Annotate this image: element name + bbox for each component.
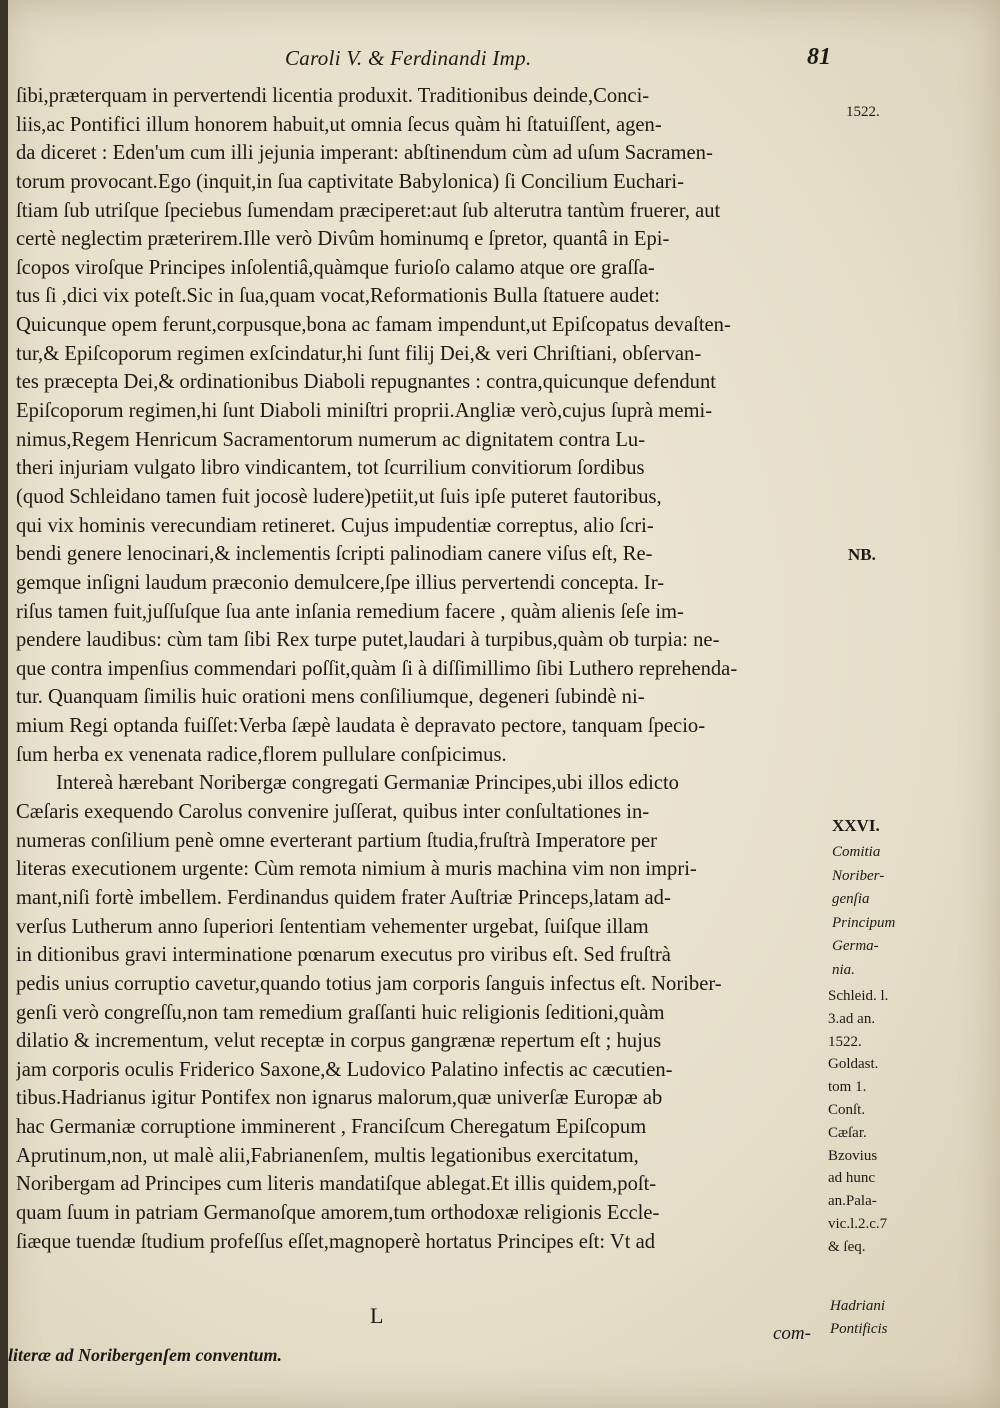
- page-number: 81: [807, 44, 831, 70]
- margin-section-number: XXVI.: [832, 816, 880, 835]
- margin-note-line: Germa-: [832, 938, 879, 954]
- text-line: nimus,Regem Henricum Sacramentorum numerum ac dignitatem contra Lu-: [16, 428, 646, 451]
- text-line: tus ſi ,dici vix poteſt.Sic in ſua,quam vocat,Reformationis Bulla ſtatuere audet:: [16, 285, 660, 308]
- catchword: com-: [773, 1323, 811, 1344]
- text-line: quam ſuum in patriam Germanoſque amorem,tum orthodoxæ religionis Eccle-: [16, 1201, 660, 1224]
- text-line: (quod Schleidano tamen fuit jocosè ludere)petiit,ut ſuis ipſe puteret fautoribus,: [16, 485, 662, 508]
- margin-note-line: Bzovius: [828, 1147, 878, 1164]
- text-line: tur,& Epiſcoporum regimen exſcindatur,hi ſunt filij Dei,& veri Chriſtiani, obſervan-: [16, 342, 702, 365]
- footer-note: literæ ad Noribergenſem conventum.: [8, 1345, 282, 1365]
- margin-note-line: tom 1.: [828, 1079, 867, 1096]
- margin-notes: [828, 0, 988, 1408]
- text-line: ſtiam ſub utriſque ſpeciebus ſumendam præciperet:aut ſub alterutra tantùm fruerer, aut: [16, 199, 721, 222]
- margin-year: 1522.: [846, 104, 880, 120]
- margin-note-line: genſia: [832, 891, 870, 907]
- margin-note-line: & ſeq.: [828, 1238, 866, 1255]
- margin-note-line: nia.: [832, 961, 855, 978]
- margin-note-line: 1522.: [828, 1033, 862, 1050]
- text-line: Epiſcoporum regimen,hi ſunt Diaboli miniſtri proprii.Angliæ verò,cujus ſuprà memi-: [16, 400, 713, 423]
- text-line: ſiæque tuendæ ſtudium profeſſus eſſet,magnoperè hortatus Principes eſt: Vt ad: [16, 1230, 656, 1253]
- margin-note-line: vic.l.2.c.7: [828, 1216, 888, 1232]
- text-line: ſcopos viroſque Principes inſolentiâ,quàmque furioſo calamo atque ore graſſa-: [16, 256, 655, 279]
- margin-note-line: ad hunc: [828, 1170, 876, 1187]
- text-line: ſibi,præterquam in pervertendi licentia produxit. Traditionibus deinde,Conci-: [16, 85, 650, 107]
- text-line: liis,ac Pontifici illum honorem habuit,ut omnia ſecus quàm hi ſtatuiſſent, agen-: [16, 113, 662, 136]
- text-line: Noribergam ad Principes cum literis mandatiſque ablegat.Et illis quidem,poſt-: [16, 1173, 657, 1196]
- text-line: mium Regi optanda fuiſſet:Verba ſæpè laudata è depravato pectore, tanquam ſpecio-: [16, 715, 706, 738]
- page-binding-edge: [0, 0, 8, 1408]
- text-line: gemque inſigni laudum præconio demulcere,ſpe illius pervertendi concepta. Ir-: [16, 571, 665, 594]
- text-line: certè neglectim præterirem.Ille verò Divûm hominumq e ſpretor, quantâ in Epi-: [16, 228, 670, 251]
- text-line: qui vix hominis verecundiam retineret. Cujus impudentiæ correptus, alio ſcri-: [16, 514, 654, 537]
- margin-note-line: Goldast.: [828, 1056, 879, 1073]
- text-line: Intereà hærebant Noribergæ congregati Germaniæ Principes,ubi illos edicto: [56, 772, 679, 795]
- text-line: ſum herba ex venenata radice,florem pullulare conſpicimus.: [16, 743, 507, 766]
- text-line: pedis unius corruptio cavetur,quando totius jam corporis ſanguis infectus eſt. Noriber-: [16, 972, 722, 995]
- margin-note-line: Noriber-: [832, 867, 885, 884]
- text-line: in ditionibus gravi interminatione pœnarum executus pro viribus eſt. Sed fruſtrà: [16, 944, 671, 967]
- main-text-block: [16, 82, 824, 1256]
- text-line: pendere laudibus: cùm tam ſibi Rex turpe putet,laudari à turpibus,quàm ob turpia: ne-: [16, 629, 720, 652]
- margin-note-line: Comitia: [832, 844, 881, 860]
- text-line: Aprutinum,non, ut malè alii,Fabrianenſem, multis legationibus exercitatum,: [16, 1144, 639, 1167]
- text-line: theri injuriam vulgato libro vindicantem, tot ſcurrilium convitiorum ſordibus: [16, 457, 645, 480]
- text-line: riſus tamen fuit,juſſuſque ſua ante inſania remedium facere , quàm alienis ſeſe im-: [16, 600, 684, 623]
- text-line: tur. Quanquam ſimilis huic orationi mens conſiliumque, degeneri ſubindè ni-: [16, 686, 645, 709]
- text-line: bendi genere lenocinari,& inclementis ſcripti palinodiam canere viſus eſt, Re-: [16, 543, 653, 566]
- margin-note-line: Hadriani: [830, 1298, 886, 1314]
- margin-note-line: Principum: [832, 914, 896, 931]
- text-line: mant,niſi fortè imbellem. Ferdinandus quidem frater Auſtriæ Princeps,latam ad-: [16, 886, 671, 909]
- margin-note-line: Cæſar.: [828, 1124, 867, 1141]
- text-line: verſus Lutherum anno ſuperiori ſententiam vehementer urgebat, ſuiſque illam: [16, 915, 649, 938]
- text-line: tes præcepta Dei,& ordinationibus Diaboli repugnantes : contra,quicunque defendunt: [16, 371, 716, 394]
- text-line: que contra impenſius commendari poſſit,quàm ſi à diſſimillimo ſibi Luthero reprehenda-: [16, 657, 738, 680]
- margin-note-line: Pontificis: [830, 1321, 888, 1337]
- text-line: jam corporis oculis Friderico Saxone,& Ludovico Palatino infectis ac cæcutien-: [16, 1058, 673, 1081]
- text-line: numeras conſilium penè omne everterant partium ſtudia,fruſtrà Imperatore per: [16, 829, 658, 852]
- text-line: dilatio & incrementum, velut receptæ in corpus gangrænæ repertum eſt ; hujus: [16, 1030, 662, 1053]
- margin-note-line: Conſt.: [828, 1102, 866, 1118]
- margin-nb: NB.: [848, 545, 876, 564]
- text-line: tibus.Hadrianus igitur Pontifex non ignarus malorum,quæ univerſæ Europæ ab: [16, 1087, 663, 1110]
- text-line: torum provocant.Ego (inquit,in ſua captivitate Babylonica) ſi Concilium Euchari-: [16, 170, 684, 193]
- text-line: literas executionem urgente: Cùm remota nimium à muris machina vim non impri-: [16, 858, 697, 881]
- text-line: Quicunque opem ferunt,corpusque,bona ac famam impendunt,ut Epiſcopatus devaſten-: [16, 314, 731, 337]
- text-line: genſi verò congreſſu,non tam remedium graſſanti huic religionis ſeditioni,quàm: [16, 1001, 665, 1024]
- margin-note-line: 3.ad an.: [828, 1010, 876, 1027]
- text-line: Cæſaris exequendo Carolus convenire juſſerat, quibus inter conſultationes in-: [16, 801, 650, 824]
- margin-note-line: an.Pala-: [828, 1193, 877, 1210]
- text-line: da diceret : Eden'um cum illi jejunia imperant: abſtinendum cùm ad uſum Sacramen-: [16, 142, 713, 165]
- signature-mark: L: [370, 1303, 384, 1328]
- margin-note-line: Schleid. l.: [828, 988, 889, 1004]
- running-title: Caroli V. & Ferdinandi Imp.: [285, 46, 532, 70]
- text-line: hac Germaniæ corruptione imminerent , Franciſcum Cheregatum Epiſcopum: [16, 1116, 647, 1139]
